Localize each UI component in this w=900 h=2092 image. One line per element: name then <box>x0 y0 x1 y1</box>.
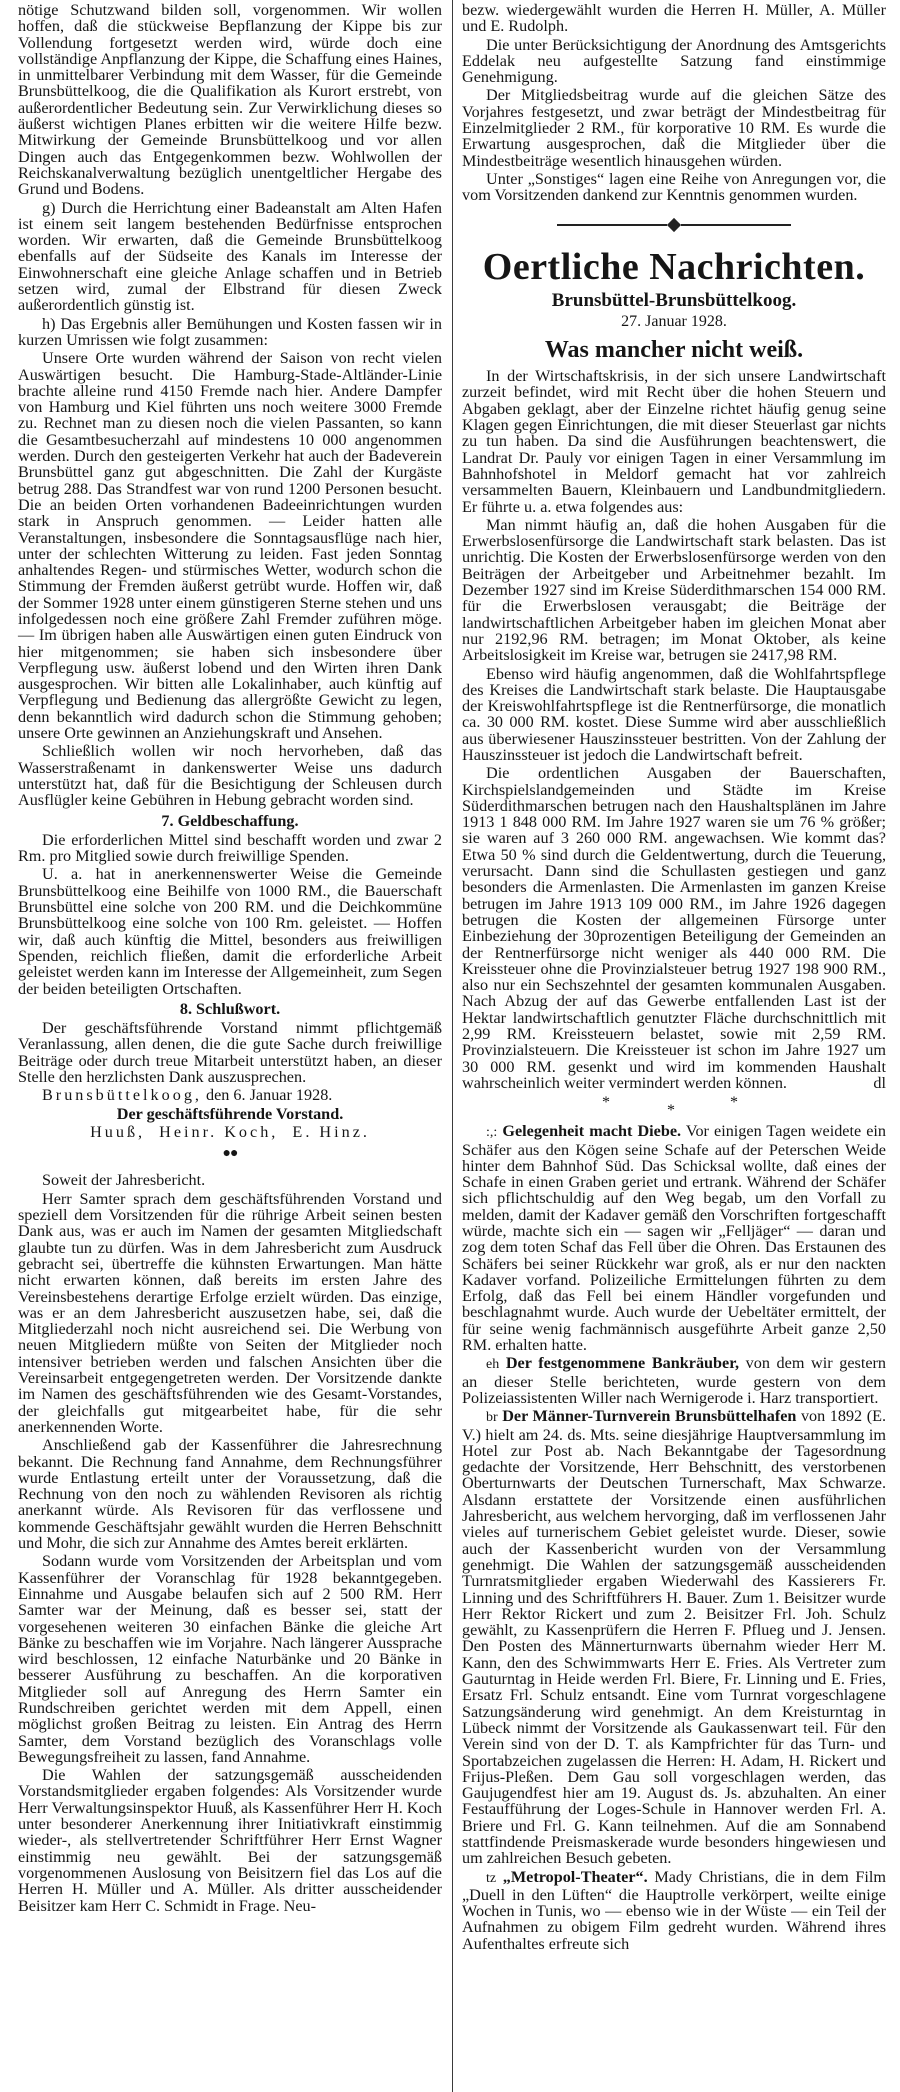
item-text: Vor einigen Tagen weidete ein Schäfer aus den Kögen seine Schafe auf der Peterschen Weide hinter dem Bahnhof Süd. Das Schicksal wollte, daß eines der Schafe in einen Graben geriet und ertrank. Während der Schäfer sich pflichtschuldig auf den Weg begab, um den Vorfall zu melden, damit der Kadaver gemäß den Vorschriften fortgeschafft würde, machte sich ein — sagen wir „Felljäger“ — daran und zog dem toten Schaf das Fell über die Ohren. Das Erstaunen des Schäfers bei seiner Rückkehr war groß, als er nur den nackten Kadaver vorfand. Polizeiliche Ermittelungen führten zu dem Erfolg, daß das Fell bei einem Händler vorgefunden und beschlagnahmt wurde. Auch wurde der Uebeltäter ermittelt, der für seine wenig fachmännisch ausgeführte Arbeit ganze 2,50 RM. erhalten hatte. <box>462 1122 886 1355</box>
paragraph: Unter „Sonstiges“ lagen eine Reihe von Anregungen vor, die vom Vorsitzenden dankend zur Kenntnis genommen wurden. <box>462 169 886 205</box>
article-headline: Was mancher nicht weiß. <box>544 337 804 364</box>
paragraph: Ebenso wird häufig angenommen, daß die Wohlfahrtspflege des Kreises die Landwirtschaft stark belaste. Die Hauptausgabe der Kreiswohlfahrtspflege ist die Rentnerfürsorge, die monatlich ca. 30 000 RM. kostet. Diese Summe wird aber ausschließlich aus überwiesener Hauszinssteuer bestritten. Von der Zahlung der Hauszinssteuer ist jedoch die Landwirtschaft befreit. <box>462 664 886 764</box>
paragraph: h) Das Ergebnis aller Bemühungen und Kosten fassen wir in kurzen Umrissen wie folgt zusammen: <box>18 314 442 349</box>
paragraph: Die Wahlen der satzungsgemäß ausscheidenden Vorstandsmitglieder ergaben folgendes: Als Vorsitzender wurde Herr Verwaltungsinspektor Huuß, als Kassenführer Herr H. Koch unter besonderer Anerkennung ihrer Initiativkraft einstimmig wieder-, als stellvertretender Schriftführer Herr Ernst Wagner einstimmig neu gewählt. Bei der satzungsgemäß vorgenommenen Auslosung von Beisitzern fiel das Los auf die Herren H. Müller und A. Müller. Als dritter ausscheidender Beisitzer kam Herr C. Schmidt in Frage. Neu- <box>18 1766 442 1915</box>
asterisk: * <box>667 1102 675 1120</box>
item-title: Der Männer-Turnverein Brunsbüttelhafen <box>502 1407 797 1426</box>
column-rule <box>452 0 453 2092</box>
left-column <box>18 2 442 1916</box>
paragraph: Schließlich wollen wir noch hervorheben, daß das Wasserstraßenamt in dankenswerter Weise uns dadurch unterstützt hat, daß für die Besichtigung der Schleusen durch Ausflügler keine Gebühren in Hebung gebracht worden sind. <box>18 742 442 810</box>
news-item <box>462 1355 886 1406</box>
paragraph: nötige Schutzwand bilden soll, vorgenommen. Wir wollen hoffen, daß die stückweise Bepflanzung der Kippe bis zur Vollendung fortgesetzt werden wird, würde doch eine vollständige Anpflanzung der Kippe, die Schaffung eines Haines, in unmittelbarer Verbindung mit dem Wasser, für die Gemeinde Brunsbüttelkoog, die die Qualifikation als Kurort erstrebt, von außerordentlicher Bedeutung sein. Zur Verwirklichung dieses so äußerst wichtigen Planes erbitten wir die weitere Hilfe bezw. Mitwirkung der Gemeinde Brunsbüttelkoog und vor allen Dingen auch das Entgegenkommen bezw. Wohlwollen der Reichskanalverwaltung bezüglich unentgeltlicher Hergabe des Grund und Bodens. <box>18 1 442 199</box>
paragraph: bezw. wiedergewählt wurden die Herren H. Müller, A. Müller und E. Rudolph. <box>462 1 886 36</box>
paragraph: Die erforderlichen Mittel sind beschafft worden und zwar 2 Rm. pro Mitglied sowie durch freiwillige Spenden. <box>18 830 442 866</box>
news-item <box>462 1408 886 1866</box>
ornament-divider <box>462 216 886 232</box>
paragraph <box>462 765 886 1091</box>
paragraph: Sodann wurde vom Vorsitzenden der Arbeitsplan und vom Kassenführer der Voranschlag für 1928 bekanntgegeben. Einnahme und Ausgabe belaufen sich auf 2 500 RM. Herr Samter war der Meinung, daß es besser sei, statt der vorgesehenen weiteren 30 einfachen Bänke die gleiche Art Bänke zu beschaffen wie im Vorjahre. Nach längerer Aussprache wird beschlossen, 12 einfache Naturbänke und 20 Bänke in besserer Ausführung zu beschaffen. An die korporativen Mitglieder soll auf Anregung des Herrn Samter ein Rundschreiben gerichtet werden mit dem Appell, einen möglichst großen Beitrag zu leisten. Ein Antrag des Herrn Samter, dem Vorstand bezüglich des Voranschlags volle Bewegungsfreiheit zu lassen, fand Annahme. <box>18 1552 442 1766</box>
right-column <box>462 2 886 1954</box>
section-place: Brunsbüttel-Brunsbüttelkoog. <box>551 289 797 311</box>
paragraph: Anschließend gab der Kassenführer die Jahresrechnung bekannt. Die Rechnung fand Annahme, dem Rechnungsführer wurde Entlastung erteilt unter der Voraussetzung, daß die Rechnung von den noch zu wählenden Revisoren als richtig anerkannt würde. Als Revisoren für das verflossene und kommende Geschäftsjahr gewählt wurden die Herren Behschnitt und Mohr, die sich zur Annahme des Amtes bereit erklärten. <box>18 1436 442 1553</box>
separator-dots: ●● <box>222 1146 238 1162</box>
dateline-place: Brunsbüttelkoog, <box>42 1086 202 1105</box>
item-title: „Metropol-Theater“. <box>502 1867 648 1886</box>
asterisk: * <box>602 1094 610 1112</box>
item-text: von dem wir gestern an dieser Stelle berichteten, wurde gestern von dem Polizeiassistenten Willer nach Wernigerode i. Harz transportiert. <box>462 1354 887 1407</box>
item-text: Mady Christians, die in dem Film „Duell in den Lüften“ die Hauptrolle verkörpert, weilte einige Wochen in Tunis, wo — ebenso wie in der Wüste — ein Teil der Aufnahmen zu obigem Film gedreht wurden. Während ihres Aufenthaltes erfreute sich <box>462 1867 886 1953</box>
paragraph: Man nimmt häufig an, daß die hohen Ausgaben für die Erwerbslosenfürsorge die Landwirtschaft stark belasten. Das ist unrichtig. Die Kosten der Erwerbslosenfürsorge werden von den Beiträgen der Arbeitgeber und Arbeitnehmer bezahlt. Im Dezember 1927 sind im Kreise Süderdithmarschen 154 000 RM. für die Erwerbslosen verausgabt; die Beiträge der landwirtschaftlichen Arbeitgeber haben im gleichen Monat aber nur 2192,96 RM. betragen; im Monat Oktober, als keine Arbeitslosigkeit im Kreise war, betrugen sie 2417,98 RM. <box>462 515 886 665</box>
news-item <box>462 1123 886 1353</box>
paragraph: Soweit der Jahresbericht. <box>42 1171 206 1190</box>
paragraph: Herr Samter sprach dem geschäftsführenden Vorstand und speziell dem Vorsitzenden für die rührige Arbeit seinen besten Dank aus, was er auch im Namen der gesamten Mitgliedschaft glaubte tun zu dürfen. Was in dem Jahresbericht zum Ausdruck gebracht sei, übertreffe die kühnsten Erwartungen. Man hätte nicht erwarten können, daß bereits im ersten Jahre des Vereinsbestehens derartige Erfolge erzielt würden. Das einzige, was er an dem Jahresbericht auszusetzen habe, sei, daß die Mitgliederzahl noch nicht ausreichend sei. Die Werbung von neuen Mitgliedern müßte von Seiten der Mitglieder noch intensiver betrieben werden und falschen Ansichten über die Vereinsarbeit entgegengetreten werden. Der Vorsitzende dankte im Namen des geschäftsführenden wie des Gesamt-Vorstandes, der gleichfalls gut mitgearbeitet habe, für die sehr anerkennenden Worte. <box>18 1189 442 1436</box>
item-tag: :,: <box>486 1125 498 1141</box>
paragraph-text: Die ordentlichen Ausgaben der Bauerschaften, Kirchspielslandgemeinden und Städte im Kreise Süderdithmarschen betrugen nach den Haushaltsplänen im Jahre 1913 1 848 000 RM. Im Jahre 1927 waren sie um 76 % größer; sie waren auf 3 260 000 RM. angewachsen. Wie kommt das? Etwa 50 % sind durch die Geldentwertung, durch die Teuerung, verursacht. Dann sind die Schullasten gestiegen und ganz besonders die Armenlasten. Die Armenlasten im ganzen Kreise betrugen im Jahre 1913 109 000 RM., im Jahre 1926 dagegen betrugen die Kosten der allgemeinen Fürsorge unter Einbeziehung der 30prozentigen Beteiligung der Gemeinden an der Rentnerfürsorge nicht weniger als 440 000 RM. Die Kreissteuer ohne die Provinzialsteuer betrug 1927 198 900 RM., also nur ein Sechszehntel der gesamten kommunalen Ausgaben. Nach Abzug der auf das Gewerbe entfallenden Last ist der Hektar landwirtschaftlich genutzter Fläche durchschnittlich mit 2,99 RM. Kreissteuern belastet, sowie mit 2,59 RM. Provinzialsteuern. Die Kreissteuer ist schon im Jahre 1927 um 30 000 RM. gesenkt und wird im kommenden Haushalt wahrscheinlich weiter vermindert werden können. <box>462 764 886 1092</box>
news-item <box>462 1869 886 1952</box>
item-title: Gelegenheit macht Diebe. <box>502 1122 682 1141</box>
dateline-date: den 6. Januar 1928. <box>206 1086 333 1105</box>
paragraph: Unsere Orte wurden während der Saison von recht vielen Auswärtigen besucht. Die Hamburg-Stade-Altländer-Linie brachte alleine rund 4150 Fremde nach hier. Andere Dampfer von Hamburg und Kiel führten uns noch weitere 3000 Fremde zu. Rechnet man zu diesen noch die vielen Passanten, so kann die Gesamtbesucherzahl auf mindestens 10 000 angenommen werden. Durch den gesteigerten Verkehr hat auch der Badeverein Brunsbüttel ganz gut abgeschnitten. Die Zahl der Kurgäste betrug 288. Das Strandfest war von rund 1200 Personen besucht. Die an beiden Orten vorhandenen Badeeinrichtungen wurden stark in Anspruch genommen. — Leider hatten alle Veranstaltungen, insbesondere die Sonntagsausflüge nach hier, unter der schlechten Witterung zu leiden. Fast jeden Sonntag anhaltendes Regen- und stürmisches Wetter, wodurch schon die Stimmung der Fremden äußerst getrübt wurde. Hoffen wir, daß der Sommer 1928 unter einem günstigeren Sterne stehen und uns infolgedessen noch eine größere Zahl Fremder zuführen möge. — Im übrigen haben alle Auswärtigen einen guten Eindruck von hier mitgenommen; sie haben sich insbesondere über Verpflegung usw. äußerst lobend und den Wirten ihren Dank ausgesprochen. Wir bitten alle Lokalinhaber, auch künftig auf Verpflegung und Bedienung das allergrößte Gewicht zu legen, denn bekanntlich wird dadurch schon die Stimmung gehoben; unsere Orte gewinnen an Anziehungskraft und Ansehen. <box>18 349 442 743</box>
item-tag: eh <box>486 1357 500 1373</box>
asterisk: * <box>730 1094 738 1112</box>
signature-names: Huuß, Heinr. Koch, E. Hinz. <box>90 1122 370 1141</box>
paragraph: Die unter Berücksichtigung der Anordnung des Amtsgerichts Eddelak neu aufgestellte Satzung fand einstimmige Genehmigung. <box>462 35 886 87</box>
section-heading-schlusswort: 8. Schlußwort. <box>179 999 281 1018</box>
paragraph: Der Mitgliedsbeitrag wurde auf die gleichen Sätze des Vorjahres festgesetzt, und zwar beträgt der Mindestbeitrag für Einzelmitglieder 2 RM., für korporative 10 RM. Es wurde die Erwartung ausgesprochen, daß die Mitglieder über die Mindestbeiträge wesentlich hinausgehen würden. <box>462 86 886 170</box>
section-date: 27. Januar 1928. <box>621 312 727 330</box>
item-tag: tz <box>486 1870 497 1886</box>
item-tag: br <box>486 1410 498 1426</box>
asterism <box>462 1093 886 1123</box>
dateline <box>18 1087 442 1103</box>
item-title: Der festgenommene Bankräuber, <box>505 1354 739 1373</box>
signature-title: Der geschäftsführende Vorstand. <box>116 1104 344 1123</box>
item-text: von 1892 (E. V.) hielt am 24. ds. Mts. seine diesjährige Hauptversammlung im Hotel zur Post ab. Nach Bekanntgabe der Tagesordnung gedachte der Vorsitzende, Herr Behschnitt, des verstorbenen Oberturnwarts der Deutschen Turnerschaft, Max Schwarze. Alsdann erstattete der Vorsitzende einen ausführlichen Jahresbericht, aus welchem hervorging, daß im verflossenen Jahr vieles auf turnerischem Gebiet geleistet wurde. Dieser, sowie auch der Kassenbericht wurden von der Versammlung genehmigt. Die Wahlen der satzungsgemäß ausscheidenden Turnratsmitglieder ergaben Wiederwahl des Kassierers Fr. Linning und des Schriftführers H. Bauer. Zum 1. Beisitzer wurde Herr Rektor Rickert und zum 2. Beisitzer Frl. Joh. Schulz gewählt, zu Kassenprüfern die Herren F. Pflueg und J. Jensen. Den Posten des Männerturnwarts übernahm wieder Herr M. Kann, den des Schwimmwarts Herr E. Fries. Als Vertreter zum Gauturntag in Heide werden Frl. Biere, Fr. Linning und E. Fries, Ersatz Frl. Schulz entsandt. Eine vom Turnrat vorgeschlagene Satzungsänderung wird genehmigt. An dem Kreisturntag in Lübeck nimmt der Vorsitzende als Gaukassenwart teil. Für den Verein sind von der D. T. als Kampfrichter für das Turn- und Sportabzeichen zugelassen die Herren: H. Adam, H. Rickert und Frijus-Pleßen. Dem Gau soll vorgeschlagen werden, das Gaujugendfest hier am 19. August ds. Js. abzuhalten. An einer Festaufführung der Loges-Schule in Hannover werden Frl. A. Briere und Frl. G. Kann teilnehmen. Auf die am Sonnabend stattfindende Preismaskerade wurde besonders hingewiesen und um zahlreichen Besuch gebeten. <box>462 1407 887 1868</box>
paragraph: Der geschäftsführende Vorstand nimmt pflichtgemäß Veranlassung, allen denen, die die gute Sache durch freiwillige Beiträge oder durch treue Mitarbeit unterstützt haben, an dieser Stelle den herzlichsten Dank auszusprechen. <box>18 1019 442 1086</box>
paragraph: U. a. hat in anerkennenswerter Weise die Gemeinde Brunsbüttelkoog eine Beihilfe von 1000 RM., die Bauerschaft Brunsbüttel eine solche von 200 RM. und die Deichkommüne Brunsbüttelkoog eine solche von 100 Rm. geleistet. — Hoffen wir, daß auch künftig die Mittel, besonders aus freiwilligen Spenden, reichlich fließen, damit die erforderliche Arbeit geleistet werden kann im Interesse der Allgemeinheit, zum Segen der beiden beteiligten Ortschaften. <box>18 865 442 998</box>
author-signature: dl <box>873 1073 886 1092</box>
section-title: Oertliche Nachrichten. <box>482 245 866 288</box>
paragraph: In der Wirtschaftskrisis, in der sich unsere Landwirtschaft zurzeit befindet, wird mit Recht über die hohen Steuern und Abgaben geklagt, aber der Einzelne richtet häufig genug seine Klagen gegen Einrichtungen, die mit dieser Steuerlast gar nichts zu tun haben. Da sind die Ausführungen beachtenswert, die Landrat Dr. Pauly vor einigen Tagen in einer Versammlung im Bahnhofshotel in Meldorf gemacht hat vor zahlreich versammelten Bauern, Kleinbauern und Landbundmitgliedern. Er führte u. a. etwa folgendes aus: <box>462 367 886 516</box>
paragraph: g) Durch die Herrichtung einer Badeanstalt am Alten Hafen ist einem seit langem bestehenden Bedürfnisse entsprochen worden. Wir erwarten, daß die Gemeinde Brunsbüttelkoog ebenfalls auf der Südseite des Kanals im Interesse der Einwohnerschaft eine gleiche Anlage schaffen und in Betrieb setzen wird, zumal der Elbstrand für diesen Zweck außerordentlich günstig ist. <box>18 198 442 315</box>
section-heading-geldbeschaffung: 7. Geldbeschaffung. <box>161 811 299 830</box>
